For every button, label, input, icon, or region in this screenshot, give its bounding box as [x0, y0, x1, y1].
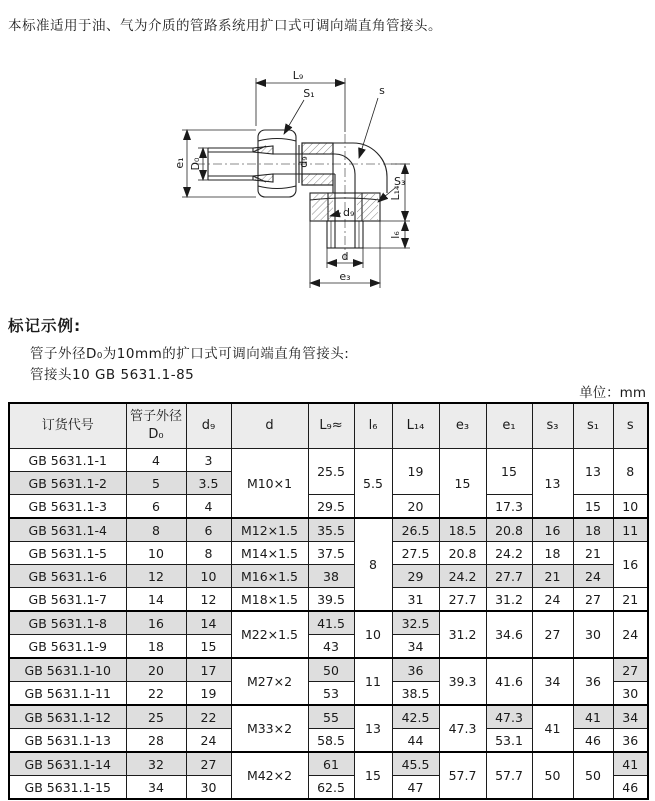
fitting-outline — [208, 130, 387, 248]
table-cell: 5 — [126, 472, 186, 495]
table-cell: 13 — [532, 449, 573, 519]
table-cell: 3 — [186, 449, 231, 472]
table-cell: GB 5631.1-4 — [9, 518, 126, 542]
table-cell: 34 — [613, 705, 648, 729]
table-cell: 39.5 — [308, 588, 354, 612]
table-cell: 20 — [126, 658, 186, 682]
table-cell: M27×2 — [231, 658, 308, 705]
dim-label-L14: L₁₄ — [389, 185, 402, 201]
table-cell: 8 — [613, 449, 648, 495]
table-cell: 25.5 — [308, 449, 354, 495]
table-cell: 41.5 — [308, 611, 354, 635]
table-cell: 34 — [392, 635, 439, 659]
table-cell: 41 — [573, 705, 613, 729]
table-cell: 50 — [308, 658, 354, 682]
table-cell: 22 — [186, 705, 231, 729]
table-cell: 47 — [392, 776, 439, 800]
table-row — [9, 542, 648, 565]
table-cell: 17 — [186, 658, 231, 682]
table-cell: 16 — [126, 611, 186, 635]
table-cell: 27.7 — [486, 565, 532, 588]
table-cell: 62.5 — [308, 776, 354, 800]
fitting-drawing — [146, 62, 470, 310]
table-cell: 24 — [186, 729, 231, 753]
table-row — [9, 752, 648, 776]
table-cell: 61 — [308, 752, 354, 776]
table-cell: 27 — [186, 752, 231, 776]
spec-table-head — [9, 403, 648, 449]
table-cell: 50 — [573, 752, 613, 799]
table-cell: 24.2 — [439, 565, 486, 588]
table-cell: 32.5 — [392, 611, 439, 635]
table-cell: 15 — [486, 449, 532, 495]
table-row — [9, 449, 648, 472]
table-cell: 8 — [186, 542, 231, 565]
table-cell: 50 — [532, 752, 573, 799]
dim-label-S3: S₃ — [394, 175, 406, 188]
table-cell: 12 — [186, 588, 231, 612]
table-header-cell: e₃ — [439, 403, 486, 449]
table-cell: 12 — [126, 565, 186, 588]
marking-example-description: 管子外径D₀为10mm的扩口式可调向端直角管接头: — [30, 346, 350, 362]
marking-example-designation: 管接头10 GB 5631.1-85 — [30, 367, 195, 383]
dim-label-d9-leg-bore: d₉ — [343, 206, 355, 219]
table-cell: 10 — [354, 611, 392, 658]
table-cell: 31.2 — [486, 588, 532, 612]
table-cell: 31.2 — [439, 611, 486, 658]
table-cell: 27 — [532, 611, 573, 658]
table-header-cell: s — [613, 403, 648, 449]
table-row — [9, 705, 648, 729]
table-cell: 30 — [573, 611, 613, 658]
dim-label-e3: e₃ — [339, 270, 351, 283]
table-cell: GB 5631.1-6 — [9, 565, 126, 588]
table-cell: 28 — [126, 729, 186, 753]
table-cell: 34.6 — [486, 611, 532, 658]
marking-example-heading: 标记示例: — [8, 317, 82, 335]
table-cell: GB 5631.1-15 — [9, 776, 126, 800]
table-cell: M18×1.5 — [231, 588, 308, 612]
table-cell: 15 — [573, 495, 613, 519]
table-cell: 18 — [573, 518, 613, 542]
table-cell: 26.5 — [392, 518, 439, 542]
table-cell: 15 — [354, 752, 392, 799]
table-cell: GB 5631.1-7 — [9, 588, 126, 612]
table-cell: 17.3 — [486, 495, 532, 519]
table-cell: 5.5 — [354, 449, 392, 519]
table-cell: 41 — [613, 752, 648, 776]
table-cell: 38.5 — [392, 682, 439, 706]
table-cell: 41 — [532, 705, 573, 752]
table-header-cell: d₉ — [186, 403, 231, 449]
table-cell: 18 — [126, 635, 186, 659]
table-cell: 4 — [126, 449, 186, 472]
table-cell: GB 5631.1-11 — [9, 682, 126, 706]
table-header-cell: L₉≈ — [308, 403, 354, 449]
table-cell: 27 — [573, 588, 613, 612]
table-cell: 47.3 — [486, 705, 532, 729]
table-cell: 34 — [126, 776, 186, 800]
table-cell: 24 — [532, 588, 573, 612]
table-cell: 21 — [613, 588, 648, 612]
table-cell: 24 — [573, 565, 613, 588]
table-cell: 18 — [532, 542, 573, 565]
table-row — [9, 588, 648, 612]
table-cell: 41.6 — [486, 658, 532, 705]
table-cell: 46 — [613, 776, 648, 800]
table-cell: 3.5 — [186, 472, 231, 495]
table-cell: 20.8 — [486, 518, 532, 542]
table-cell: 22 — [126, 682, 186, 706]
table-cell: 47.3 — [439, 705, 486, 752]
table-cell: 6 — [126, 495, 186, 519]
table-row — [9, 658, 648, 682]
table-cell: M14×1.5 — [231, 542, 308, 565]
table-cell: GB 5631.1-1 — [9, 449, 126, 472]
table-cell: GB 5631.1-10 — [9, 658, 126, 682]
table-cell: M42×2 — [231, 752, 308, 799]
dim-label-s: s — [379, 84, 385, 97]
table-cell: 57.7 — [439, 752, 486, 799]
table-cell: 25 — [126, 705, 186, 729]
table-cell: GB 5631.1-8 — [9, 611, 126, 635]
table-cell: 24.2 — [486, 542, 532, 565]
table-cell: M16×1.5 — [231, 565, 308, 588]
table-cell: GB 5631.1-3 — [9, 495, 126, 519]
table-cell: 10 — [613, 495, 648, 519]
table-cell: 34 — [532, 658, 573, 705]
table-cell: 27.5 — [392, 542, 439, 565]
table-cell: 31 — [392, 588, 439, 612]
dim-label-l6: l₆ — [389, 231, 402, 239]
table-cell: 44 — [392, 729, 439, 753]
dim-label-D0: D₀ — [189, 157, 202, 171]
intro-paragraph: 本标准适用于油、气为介质的管路系统用扩口式可调向端直角管接头。 — [8, 18, 442, 34]
table-cell: 43 — [308, 635, 354, 659]
table-cell: 21 — [532, 565, 573, 588]
spec-table — [8, 402, 649, 800]
table-cell: 42.5 — [392, 705, 439, 729]
table-cell: 19 — [392, 449, 439, 495]
table-cell: 20.8 — [439, 542, 486, 565]
table-cell: 29 — [392, 565, 439, 588]
table-cell: 16 — [532, 518, 573, 542]
table-cell: GB 5631.1-2 — [9, 472, 126, 495]
table-cell: 37.5 — [308, 542, 354, 565]
table-cell: GB 5631.1-14 — [9, 752, 126, 776]
table-cell: 30 — [613, 682, 648, 706]
table-cell: 11 — [354, 658, 392, 705]
dim-label-L9: L₉ — [292, 69, 304, 82]
dim-label-S1: S₁ — [303, 87, 315, 100]
table-cell: GB 5631.1-9 — [9, 635, 126, 659]
table-cell: 27 — [613, 658, 648, 682]
fitting-drawing-svg — [146, 62, 470, 310]
table-cell: 8 — [354, 518, 392, 611]
table-cell: 18.5 — [439, 518, 486, 542]
table-row — [9, 565, 648, 588]
table-cell: GB 5631.1-5 — [9, 542, 126, 565]
table-cell: GB 5631.1-12 — [9, 705, 126, 729]
table-cell: 4 — [186, 495, 231, 519]
table-cell: 46 — [573, 729, 613, 753]
table-cell: 58.5 — [308, 729, 354, 753]
dim-label-e1: e₁ — [173, 157, 186, 169]
table-cell: 13 — [573, 449, 613, 495]
table-cell: 36 — [392, 658, 439, 682]
table-cell: 29.5 — [308, 495, 354, 519]
table-cell: 14 — [126, 588, 186, 612]
table-cell: 35.5 — [308, 518, 354, 542]
table-header-cell: 订货代号 — [9, 403, 126, 449]
dim-label-d9-horizontal-bore: d₉ — [297, 156, 310, 168]
table-cell: 53 — [308, 682, 354, 706]
table-cell: 8 — [126, 518, 186, 542]
table-header-cell: l₆ — [354, 403, 392, 449]
table-cell: 30 — [186, 776, 231, 800]
table-cell: 57.7 — [486, 752, 532, 799]
table-row — [9, 611, 648, 635]
table-row — [9, 518, 648, 542]
table-header-cell: e₁ — [486, 403, 532, 449]
table-cell: 11 — [613, 518, 648, 542]
table-cell: 32 — [126, 752, 186, 776]
table-cell: M12×1.5 — [231, 518, 308, 542]
table-cell: 10 — [126, 542, 186, 565]
dim-label-d: d — [341, 250, 349, 263]
spec-table-body — [9, 449, 648, 800]
table-cell: 15 — [186, 635, 231, 659]
table-cell: 14 — [186, 611, 231, 635]
table-cell: GB 5631.1-13 — [9, 729, 126, 753]
table-cell: M33×2 — [231, 705, 308, 752]
table-header-row — [9, 403, 648, 449]
table-header-cell: L₁₄ — [392, 403, 439, 449]
table-header-cell: s₃ — [532, 403, 573, 449]
table-cell: 6 — [186, 518, 231, 542]
table-cell: 36 — [613, 729, 648, 753]
unit-label: 单位：mm — [579, 385, 646, 401]
table-cell: 55 — [308, 705, 354, 729]
table-cell: 45.5 — [392, 752, 439, 776]
table-cell: 20 — [392, 495, 439, 519]
table-cell: M22×1.5 — [231, 611, 308, 658]
table-cell: 13 — [354, 705, 392, 752]
table-cell: 39.3 — [439, 658, 486, 705]
table-cell: 15 — [439, 449, 486, 519]
table-cell: 24 — [613, 611, 648, 658]
table-cell: 38 — [308, 565, 354, 588]
table-cell: 21 — [573, 542, 613, 565]
table-cell: M10×1 — [231, 449, 308, 519]
table-cell: 19 — [186, 682, 231, 706]
table-cell: 53.1 — [486, 729, 532, 753]
table-header-cell: s₁ — [573, 403, 613, 449]
table-header-cell: d — [231, 403, 308, 449]
table-cell: 10 — [186, 565, 231, 588]
table-header-cell: 管子外径 D₀ — [126, 403, 186, 449]
table-cell: 27.7 — [439, 588, 486, 612]
table-cell: 16 — [613, 542, 648, 588]
table-cell: 36 — [573, 658, 613, 705]
